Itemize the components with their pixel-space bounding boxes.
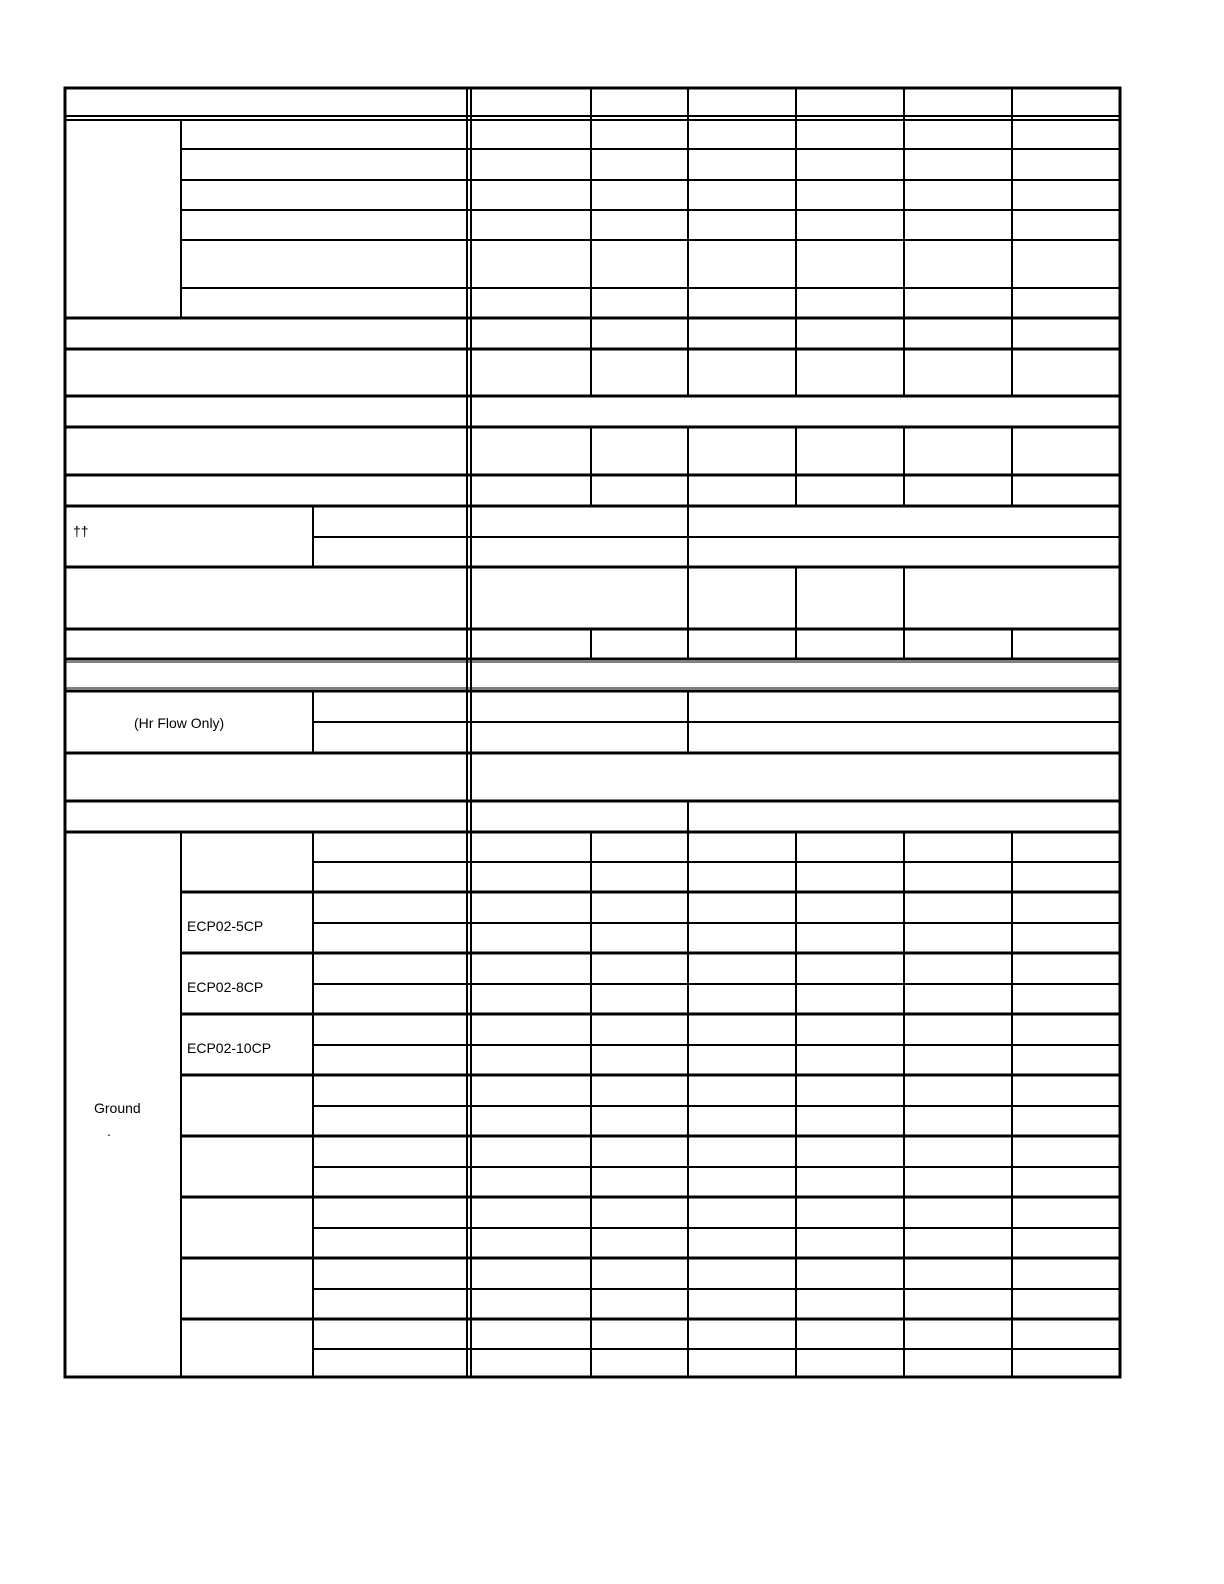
- ecp-5cp-text: ECP02-5CP: [187, 918, 264, 934]
- table-outer-border: [65, 88, 1120, 1377]
- side-label-1-text: Ground: [94, 1100, 141, 1116]
- hr-flow-text: (Hr Flow Only): [134, 715, 225, 731]
- footnote-marker: ††: [73, 523, 89, 539]
- side-label-1: [94, 1100, 154, 1116]
- side-label-2-text: .: [107, 1123, 111, 1139]
- hr-flow-label: [134, 715, 254, 731]
- ecp-8cp-text: ECP02-8CP: [187, 979, 264, 995]
- ecp-8cp-label: [187, 979, 297, 995]
- ecp-5cp-label: [187, 918, 297, 934]
- ecp-10cp-text: ECP02-10CP: [187, 1040, 272, 1056]
- ecp-10cp-label: [187, 1040, 297, 1056]
- side-label-2: [107, 1123, 117, 1139]
